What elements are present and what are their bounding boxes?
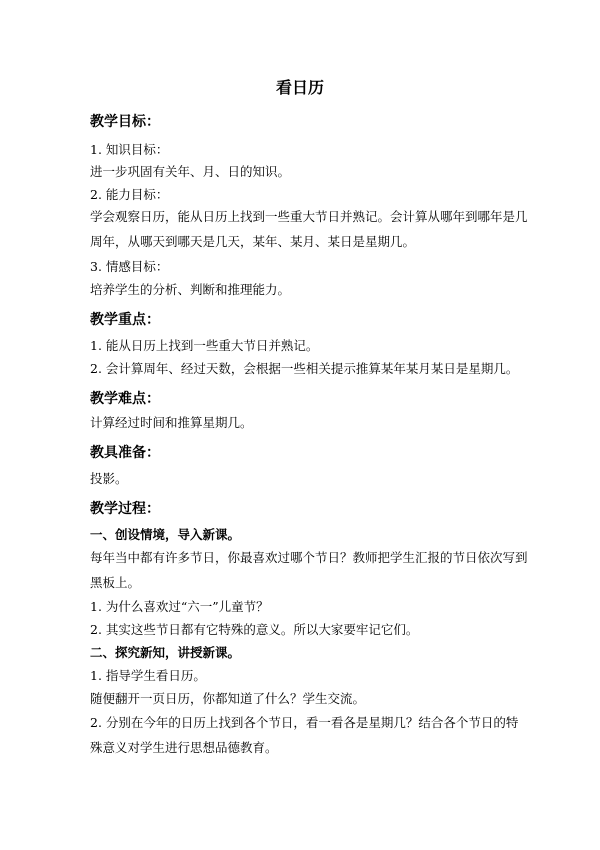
- section-1-item-1: 1. 为什么喜欢过“六一”儿童节？: [90, 599, 269, 614]
- ability-objective-label: 2. 能力目标：: [90, 187, 169, 202]
- section-2-title: 二、探究新知，讲授新课。: [90, 645, 241, 660]
- document-title: 看日历: [275, 78, 324, 97]
- key-point-item-1: 1. 能从日历上找到一些重大节日并熟记。: [90, 338, 319, 353]
- section-1-para-1: 每年当中都有许多节日，你最喜欢过哪个节日？教师把学生汇报的节日依次写到: [90, 550, 528, 565]
- section-2-item-2-line-2: 殊意义对学生进行思想品德教育。: [90, 740, 278, 755]
- knowledge-objective-text: 进一步巩固有关年、月、日的知识。: [90, 164, 291, 179]
- knowledge-objective-label: 1. 知识目标：: [90, 142, 169, 157]
- key-point-item-2: 2. 会计算周年、经过天数，会根据一些相关提示推算某年某月某日是星期几。: [90, 361, 519, 376]
- objectives-heading: 教学目标：: [90, 114, 160, 130]
- emotion-objective-label: 3. 情感目标：: [90, 259, 169, 274]
- section-1-para-2: 黑板上。: [90, 575, 141, 590]
- difficulties-text: 计算经过时间和推算星期几。: [90, 415, 253, 430]
- section-2-item-2-line-1: 2. 分别在今年的日历上找到各个节日，看一看各是星期几？结合各个节日的特: [90, 715, 519, 730]
- emotion-objective-text: 培养学生的分析、判断和推理能力。: [90, 282, 291, 297]
- materials-text: 投影。: [90, 471, 128, 486]
- difficulties-heading: 教学难点：: [90, 391, 160, 407]
- section-1-title: 一、创设情境，导入新课。: [90, 527, 241, 542]
- materials-heading: 教具准备：: [90, 445, 160, 461]
- ability-objective-text-1: 学会观察日历，能从日历上找到一些重大节日并熟记。会计算从哪年到哪年是几: [90, 209, 528, 224]
- key-points-heading: 教学重点：: [90, 312, 160, 328]
- process-heading: 教学过程：: [90, 501, 160, 517]
- section-2-item-1: 1. 指导学生看日历。: [90, 668, 206, 683]
- section-1-item-2: 2. 其实这些节日都有它特殊的意义。所以大家要牢记它们。: [90, 622, 419, 637]
- ability-objective-text-2: 周年，从哪天到哪天是几天，某年、某月、某日是星期几。: [90, 234, 416, 249]
- section-2-text-1: 随便翻开一页日历，你都知道了什么？学生交流。: [90, 691, 366, 706]
